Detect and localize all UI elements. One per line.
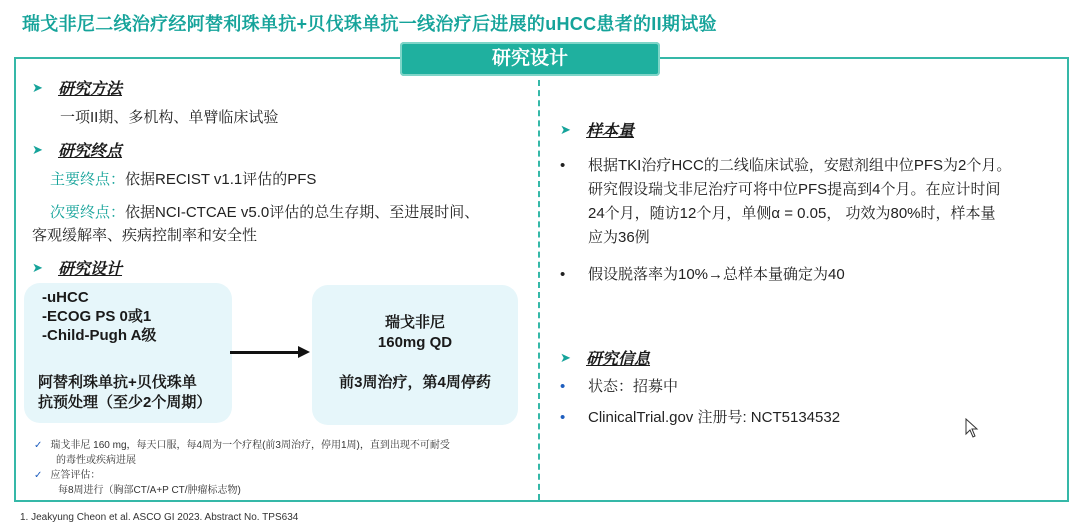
sample-b1-line1: 根据TKI治疗HCC的二线临床试验，安慰剂组中位PFS为2个月。 bbox=[588, 157, 1012, 174]
info-bullet-1 bbox=[560, 375, 1060, 399]
treatment-box bbox=[312, 285, 518, 425]
eligibility-box bbox=[24, 283, 232, 423]
info-section-header bbox=[560, 346, 650, 369]
sample-section-header bbox=[560, 118, 634, 141]
check-icon: ✓ bbox=[34, 470, 43, 481]
sample-b1-line3: 24个月，随访12个月，单侧α = 0.05， 功效为80%时，样本量 bbox=[588, 205, 996, 222]
note-1-text: 瑞戈非尼 160 mg，每天口服，每4周为一个疗程(前3周治疗，停用1周)，直到出现不可耐受 bbox=[50, 440, 450, 451]
eligibility-line-2: -ECOG PS 0或1 bbox=[42, 308, 152, 325]
method-heading: 研究方法 bbox=[58, 81, 123, 98]
column-divider bbox=[538, 80, 540, 500]
bullet-dot-icon: • bbox=[560, 378, 566, 395]
secondary-endpoint-text: 依据NCI-CTCAE v5.0评估的总生存期、至进展时间、 bbox=[125, 204, 480, 221]
info-heading: 研究信息 bbox=[586, 351, 651, 368]
sample-b1-line2: 研究假设瑞戈非尼治疗可将中位PFS提高到4个月。在应计时间 bbox=[588, 181, 1001, 198]
info-b2-text: ClinicalTrial.gov 注册号: NCT5134532 bbox=[588, 409, 841, 426]
note-2 bbox=[34, 466, 100, 481]
bullet-dot-icon: • bbox=[560, 409, 566, 426]
arrow-bullet-icon: ➤ bbox=[560, 349, 571, 365]
eligibility-line-5: 抗预处理（至少2个周期） bbox=[38, 394, 212, 411]
secondary-endpoint-label: 次要终点： bbox=[50, 204, 126, 221]
arrow-bullet-icon: ➤ bbox=[32, 79, 43, 95]
method-section-header bbox=[32, 76, 122, 99]
note-1-cont: 的毒性或疾病进展 bbox=[56, 455, 136, 466]
note-1 bbox=[34, 436, 450, 451]
arrow-bullet-icon: ➤ bbox=[560, 121, 571, 137]
sample-heading: 样本量 bbox=[586, 123, 635, 140]
sample-b1-line4: 应为36例 bbox=[588, 229, 650, 246]
section-banner: 研究设计 bbox=[400, 42, 660, 76]
treatment-dose: 160mg QD bbox=[377, 334, 453, 351]
arrow-bullet-icon: ➤ bbox=[32, 259, 43, 275]
primary-endpoint bbox=[50, 168, 316, 189]
primary-endpoint-label: 主要终点： bbox=[50, 171, 126, 188]
slide-title: 瑞戈非尼二线治疗经阿替利珠单抗+贝伐珠单抗一线治疗后进展的uHCC患者的II期试验 bbox=[22, 14, 717, 34]
info-bullet-2 bbox=[560, 406, 1060, 430]
arrow-bullet-icon: ➤ bbox=[32, 141, 43, 157]
design-heading: 研究设计 bbox=[58, 261, 123, 278]
sample-b2-text: 假设脱落率为10%→总样本量确定为40 bbox=[588, 266, 845, 283]
bullet-dot-icon: • bbox=[560, 266, 566, 283]
flow-arrow-head-icon bbox=[298, 346, 310, 358]
method-text: 一项II期、多机构、单臂临床试验 bbox=[60, 109, 279, 126]
primary-endpoint-text: 依据RECIST v1.1评估的PFS bbox=[125, 171, 317, 188]
mouse-cursor-icon bbox=[965, 418, 979, 438]
endpoint-section-header bbox=[32, 138, 122, 161]
bullet-dot-icon: • bbox=[560, 157, 566, 174]
sample-bullet-2 bbox=[560, 263, 1060, 287]
secondary-endpoint-cont: 客观缓解率、疾病控制率和安全性 bbox=[32, 227, 258, 244]
check-icon: ✓ bbox=[34, 440, 43, 451]
note-3: 每8周进行（胸部CT/A+P CT/肿瘤标志物) bbox=[58, 485, 241, 496]
endpoint-heading: 研究终点 bbox=[58, 143, 123, 160]
sample-bullet-1 bbox=[560, 154, 1060, 254]
eligibility-line-3: -Child-Pugh A级 bbox=[42, 327, 157, 344]
treatment-drug: 瑞戈非尼 bbox=[384, 314, 445, 331]
eligibility-line-4: 阿替利珠单抗+贝伐珠单 bbox=[38, 374, 197, 391]
reference-footnote: 1. Jeakyung Cheon et al. ASCO GI 2023. Abstract No. TPS634 bbox=[20, 512, 299, 523]
eligibility-line-1: -uHCC bbox=[42, 289, 89, 306]
secondary-endpoint bbox=[50, 201, 479, 222]
note-2-text: 应答评估： bbox=[50, 470, 101, 481]
flow-arrow-line bbox=[230, 351, 300, 354]
treatment-schedule: 前3周治疗，第4周停药 bbox=[339, 374, 491, 391]
design-section-header bbox=[32, 256, 122, 279]
info-b1-text: 状态：招募中 bbox=[588, 378, 679, 395]
